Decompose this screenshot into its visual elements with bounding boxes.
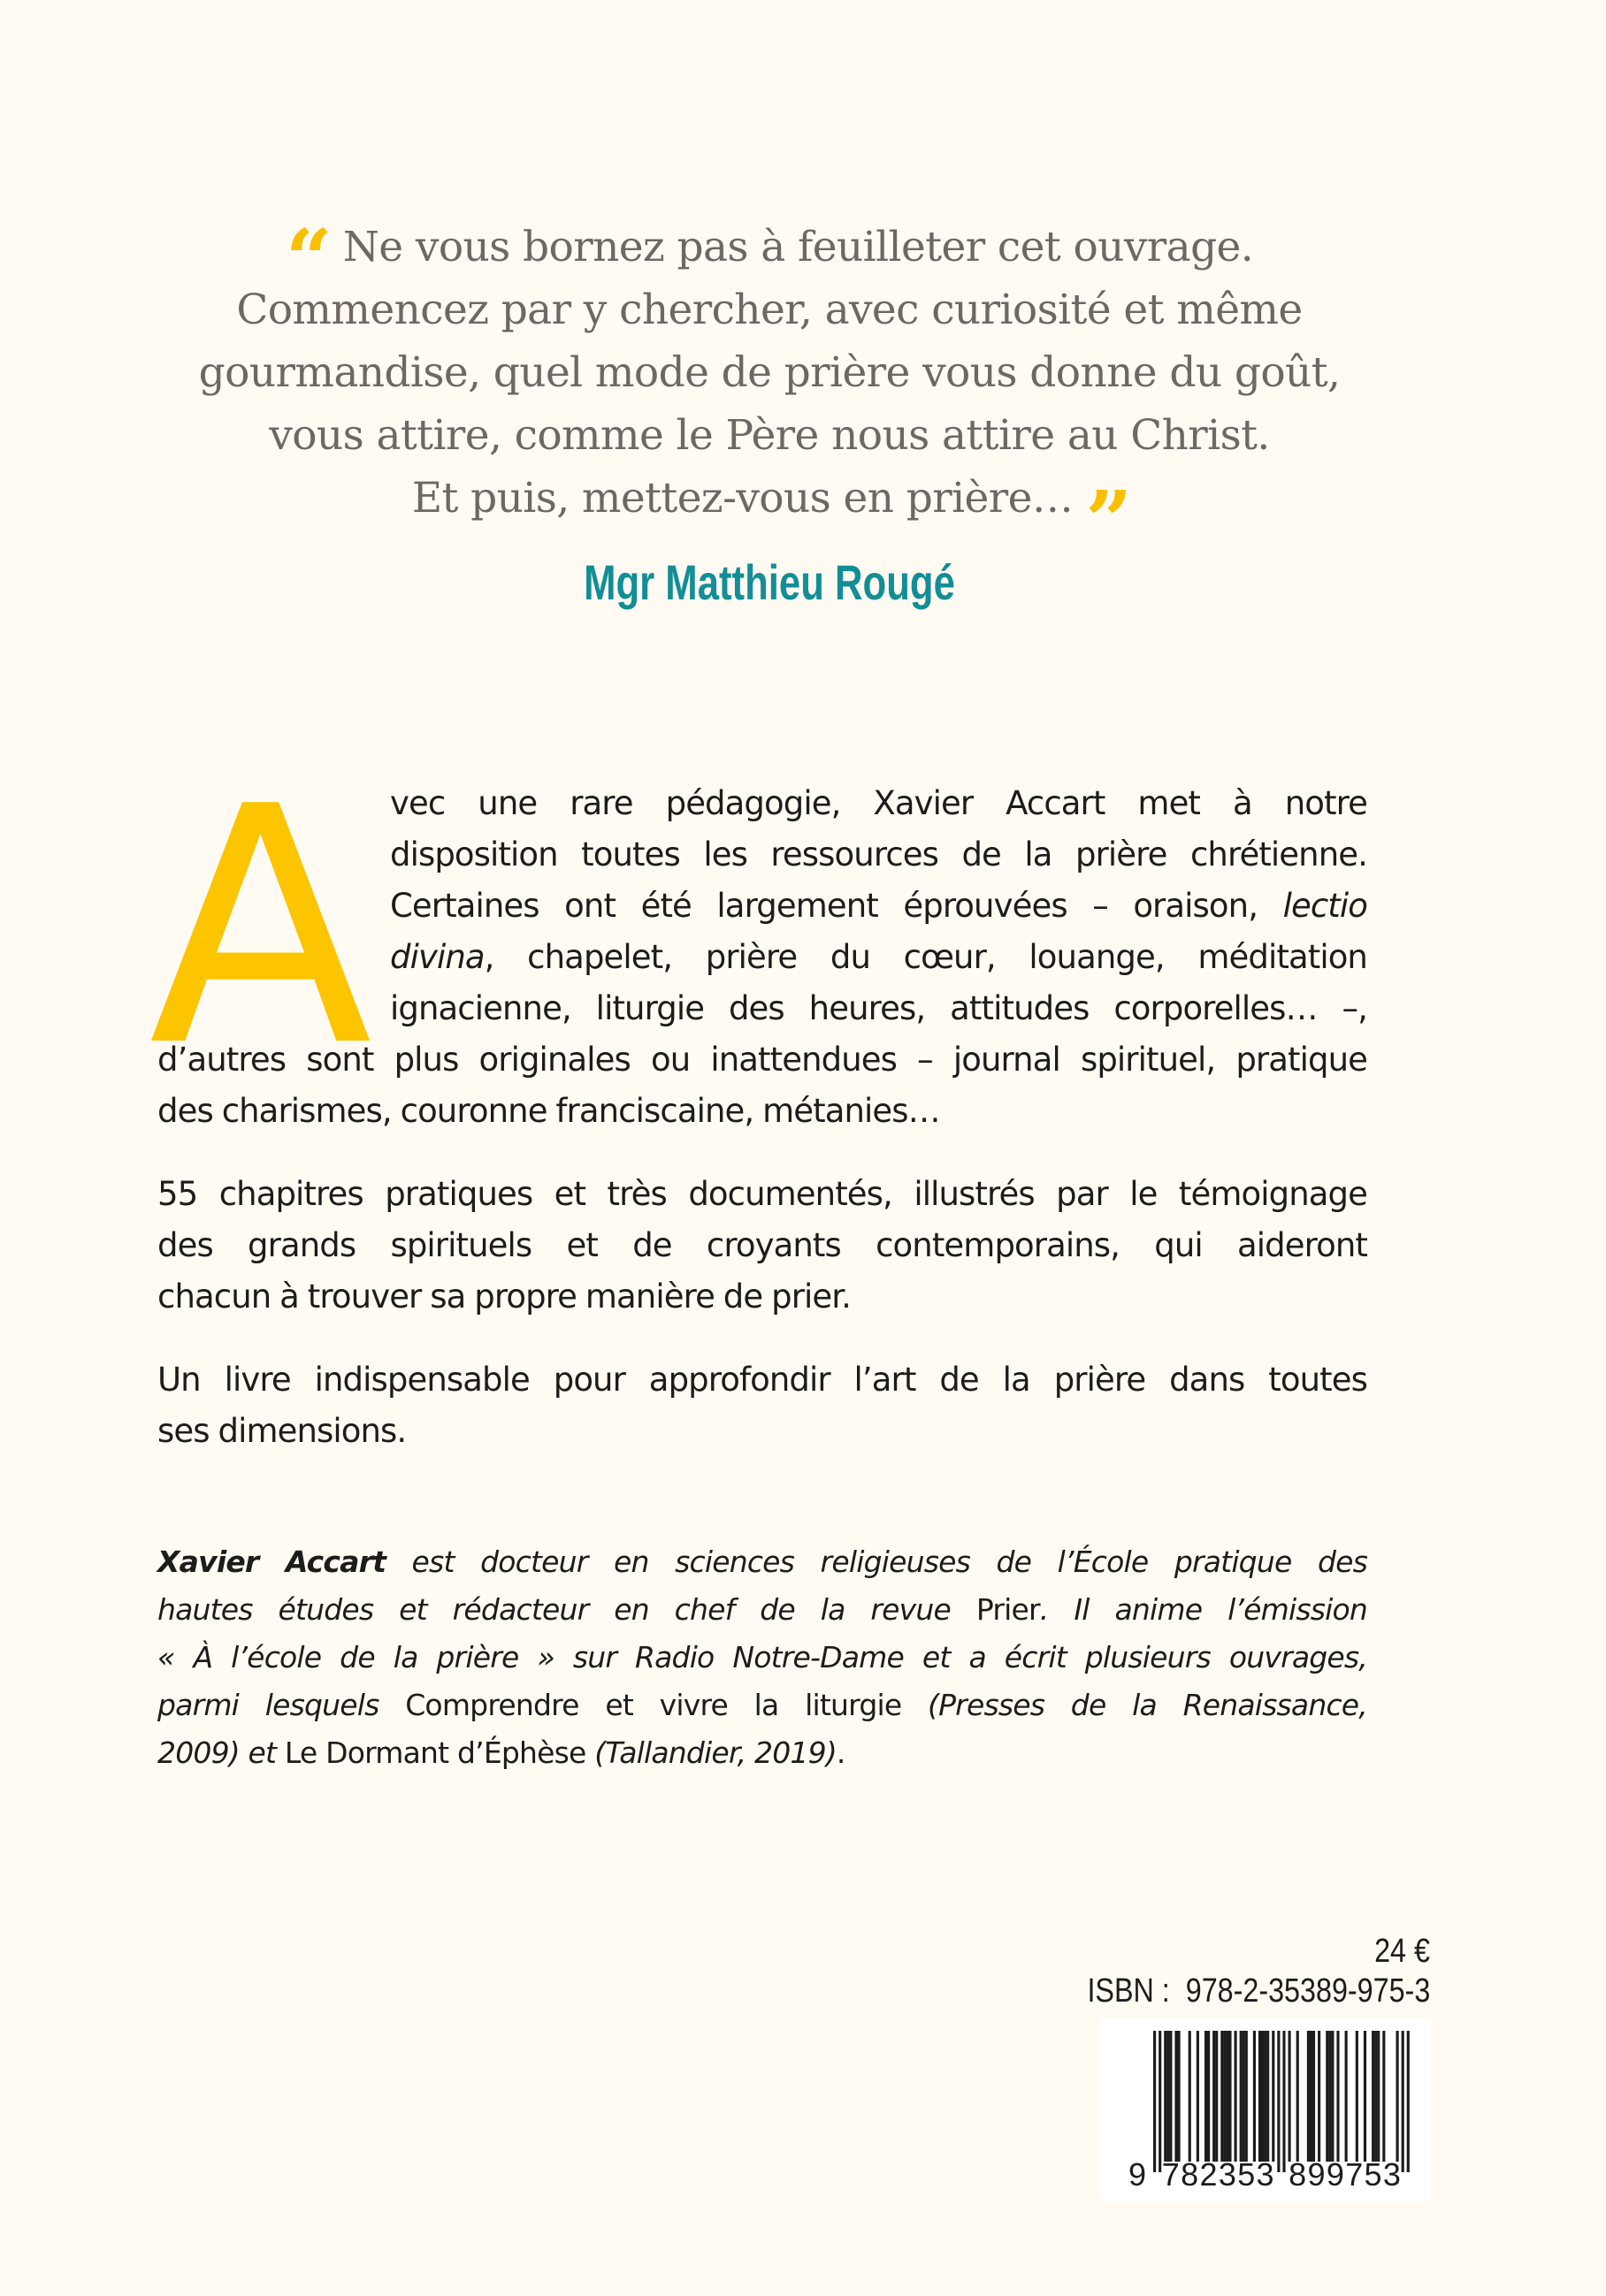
description-paragraph-1 xyxy=(149,738,1367,1137)
svg-text:7: 7 xyxy=(1161,2156,1180,2193)
book-title: Le Dormant d’Éphèse xyxy=(284,1735,586,1770)
text-line: chacun à trouver sa propre manière de prier. xyxy=(157,1278,852,1316)
text-line: ignacienne, liturgie des heures, attitudes corporelles… –, xyxy=(390,989,1367,1027)
text-line: d’autres sont plus originales ou inattendues – journal spirituel, pratique xyxy=(157,1041,1367,1079)
endorsement-quote xyxy=(124,211,1415,568)
svg-text:9: 9 xyxy=(1128,2156,1147,2193)
price-label: 24 € xyxy=(1374,1933,1430,1970)
text-span: Certaines ont été largement éprouvées – oraison, xyxy=(390,887,1258,925)
barcode xyxy=(1100,2018,1431,2202)
text-span: hautes études et rédacteur en chef de la revue xyxy=(157,1592,976,1627)
italic-term: lectio xyxy=(1282,887,1367,925)
quote-text: Ne vous bornez pas à feuilleter cet ouvrage. xyxy=(342,223,1254,271)
quote-line-1 xyxy=(124,211,1415,307)
text-line: vec une rare pédagogie, Xavier Accart met à notre xyxy=(390,784,1367,822)
svg-text:5: 5 xyxy=(1237,2156,1256,2193)
book-description xyxy=(149,738,1367,1489)
svg-text:7: 7 xyxy=(1345,2156,1364,2193)
text-line: 55 chapitres pratiques et très documentés, illustrés par le témoignage xyxy=(157,1175,1367,1213)
book-title: Comprendre et vivre la liturgie xyxy=(405,1688,902,1722)
svg-text:5: 5 xyxy=(1364,2156,1382,2193)
svg-text:8: 8 xyxy=(1181,2156,1199,2193)
text-span: , chapelet, prière du cœur, louange, méditation xyxy=(484,938,1367,976)
text-line: disposition toutes les ressources de la prière chrétienne. xyxy=(390,835,1367,873)
text-span: . Il anime l’émission xyxy=(1039,1592,1367,1627)
text-span: 2009) et xyxy=(157,1735,285,1770)
drop-cap: A xyxy=(149,738,373,1118)
text-line: Un livre indispensable pour approfondir l’art de la prière dans toutes xyxy=(157,1361,1367,1399)
svg-text:2: 2 xyxy=(1199,2156,1218,2193)
quote-author: Mgr Matthieu Rougé xyxy=(584,554,955,610)
svg-text:9: 9 xyxy=(1326,2156,1344,2193)
svg-text:3: 3 xyxy=(1382,2156,1401,2193)
svg-text:9: 9 xyxy=(1307,2156,1326,2193)
bio-line-5 xyxy=(157,1729,1367,1777)
quote-line-4: vous attire, comme le Père nous attire au Christ. xyxy=(269,411,1270,460)
svg-text:3: 3 xyxy=(1256,2156,1274,2193)
author-bio xyxy=(157,1538,1367,1777)
description-paragraph-3 xyxy=(157,1354,1367,1457)
quote-line-3: gourmandise, quel mode de prière vous donne du goût, xyxy=(198,348,1341,397)
text-line: des grands spirituels et de croyants contemporains, qui aideront xyxy=(157,1226,1367,1264)
open-quote-icon: “ xyxy=(285,211,327,307)
close-quote-icon: ” xyxy=(1085,473,1128,568)
text-span: parmi lesquels xyxy=(157,1688,406,1722)
magazine-title: Prier xyxy=(975,1592,1040,1627)
text-line: des charismes, couronne franciscaine, métanies… xyxy=(157,1092,940,1130)
text-span: est docteur en sciences religieuses de l’École pratique des xyxy=(386,1545,1367,1579)
description-paragraph-2 xyxy=(157,1169,1367,1323)
bio-line-1 xyxy=(157,1538,1367,1586)
svg-text:3: 3 xyxy=(1218,2156,1236,2193)
bio-line-3: « À l’école de la prière » sur Radio Notre-Dame et a écrit plusieurs ouvrages, xyxy=(157,1640,1367,1674)
ean13-barcode-icon xyxy=(1100,2018,1431,2202)
text-span: . xyxy=(836,1735,845,1770)
italic-term: divina xyxy=(390,938,485,976)
quote-line-5 xyxy=(124,467,1415,568)
text-span: (Presses de la Renaissance, xyxy=(901,1688,1367,1722)
bio-line-2 xyxy=(157,1586,1367,1634)
text-line: ses dimensions. xyxy=(157,1412,407,1450)
text-span: (Tallandier, 2019) xyxy=(585,1735,837,1770)
bio-line-4 xyxy=(157,1682,1367,1729)
svg-text:8: 8 xyxy=(1289,2156,1307,2193)
quote-text: Et puis, mettez-vous en prière… xyxy=(411,474,1074,523)
quote-line-2: Commencez par y chercher, avec curiosité et même xyxy=(236,286,1303,334)
author-name: Xavier Accart xyxy=(157,1545,386,1579)
isbn-label: ISBN : 978-2-35389-975-3 xyxy=(1087,1972,1430,2010)
